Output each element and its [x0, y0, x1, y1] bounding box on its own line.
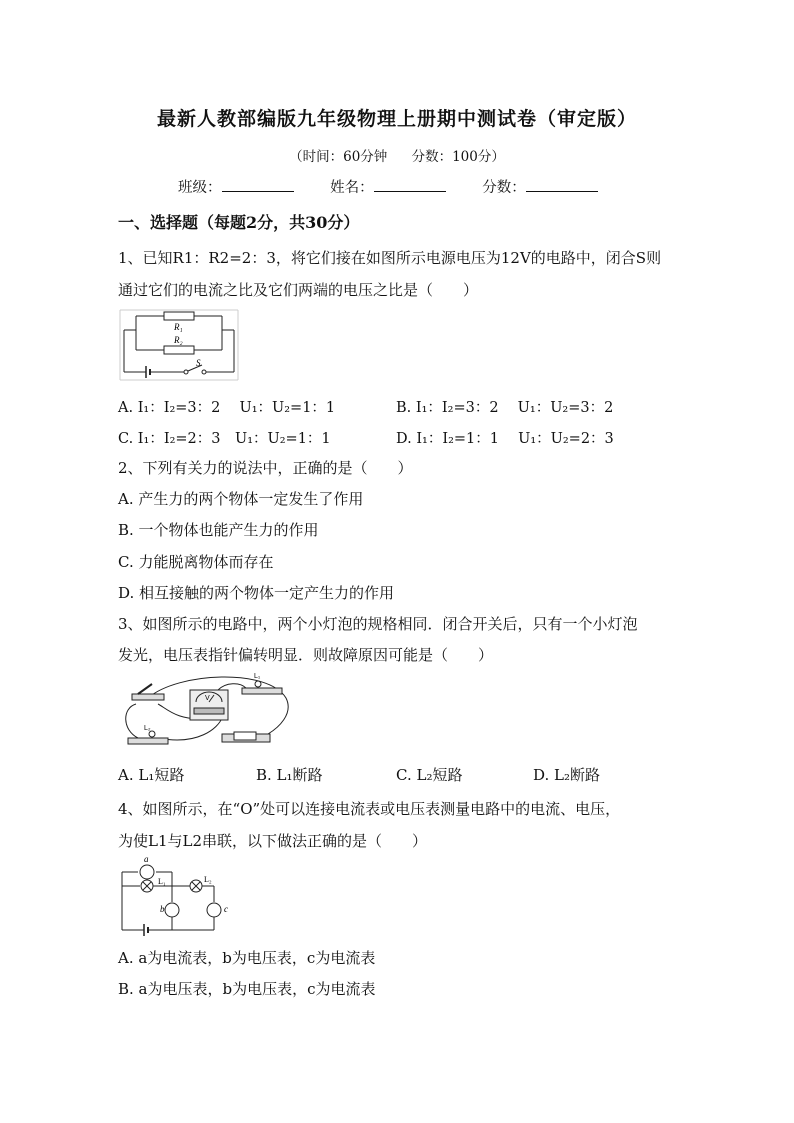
q4-stem-line2: 为使L1与L2串联，以下做法正确的是（ ） — [118, 832, 428, 850]
section-heading: 一、选择题（每题2分，共30分） — [118, 213, 360, 232]
q3-stem-line2: 发光，电压表指针偏转明显．则故障原因可能是（ ） — [118, 646, 494, 664]
q3-option-d[interactable]: D. L₂断路 — [533, 766, 601, 784]
q4-fig-c-label: c — [224, 904, 228, 914]
q4-fig-l2-label: L₂ — [204, 875, 212, 884]
student-info — [178, 176, 630, 197]
q3-option-b[interactable]: B. L₁断路 — [256, 766, 323, 784]
q3-stem-line1: 3、如图所示的电路中，两个小灯泡的规格相同．闭合开关后，只有一个小灯泡 — [118, 615, 638, 633]
q4-option-b[interactable]: B. a为电压表，b为电压表，c为电流表 — [118, 980, 376, 998]
q3-fig-v-label: V — [205, 695, 210, 702]
q1-fig-s-label: S — [196, 358, 201, 368]
q4-stem-line1: 4、如图所示，在“O”处可以连接电流表或电压表测量电路中的电流、电压， — [118, 800, 621, 818]
q1-fig-r1-label: R₁ — [174, 322, 183, 332]
name-label: 姓名： — [330, 180, 374, 196]
q1-option-b[interactable]: B. I₁：I₂=3：2 U₁：U₂=3：2 — [396, 400, 614, 416]
q1-stem-line2: 通过它们的电流之比及它们两端的电压之比是（ ） — [118, 281, 479, 299]
q4-fig-a-label: a — [144, 854, 149, 864]
q3-fig-l2-label: L₂ — [144, 725, 151, 732]
q1-option-d[interactable]: D. I₁：I₂=1：1 U₁：U₂=2：3 — [396, 431, 614, 447]
q2-option-b[interactable]: B. 一个物体也能产生力的作用 — [118, 521, 319, 539]
exam-time: （时间：60分钟 — [289, 149, 388, 165]
q1-stem-line1: 1、已知R1：R2=2：3，将它们接在如图所示电源电压为12V的电路中，闭合S则 — [118, 249, 662, 267]
q1-circuit-figure — [118, 308, 240, 382]
q4-circuit-figure — [118, 854, 240, 936]
q2-option-a[interactable]: A. 产生力的两个物体一定发生了作用 — [118, 490, 364, 508]
q2-option-d[interactable]: D. 相互接触的两个物体一定产生力的作用 — [118, 584, 395, 602]
q2-stem: 2、下列有关力的说法中，正确的是（ ） — [118, 459, 413, 477]
score-blank[interactable] — [526, 176, 598, 192]
q1-option-a[interactable]: A. I₁：I₂=3：2 U₁：U₂=1：1 — [118, 400, 336, 416]
page-title: 最新人教部编版九年级物理上册期中测试卷（审定版） — [156, 108, 637, 130]
name-blank[interactable] — [374, 176, 446, 192]
score-label: 分数： — [482, 180, 526, 196]
q1-fig-r2-label: R₂ — [174, 335, 183, 345]
exam-meta — [0, 145, 794, 165]
q2-option-c[interactable]: C. 力能脱离物体而存在 — [118, 553, 274, 571]
q3-circuit-figure — [118, 668, 296, 752]
q3-option-c[interactable]: C. L₂短路 — [396, 766, 463, 784]
q3-fig-l1-label: L₁ — [254, 673, 261, 680]
q3-option-a[interactable]: A. L₁短路 — [118, 766, 185, 784]
q4-fig-l1-label: L₁ — [158, 877, 166, 886]
class-label: 班级： — [178, 180, 222, 196]
exam-score: 分数：100分） — [411, 149, 505, 165]
q1-option-c[interactable]: C. I₁：I₂=2：3 U₁：U₂=1：1 — [118, 431, 331, 447]
class-blank[interactable] — [222, 176, 294, 192]
q4-fig-b-label: b — [160, 904, 165, 914]
q4-option-a[interactable]: A. a为电流表，b为电压表，c为电流表 — [118, 949, 376, 967]
